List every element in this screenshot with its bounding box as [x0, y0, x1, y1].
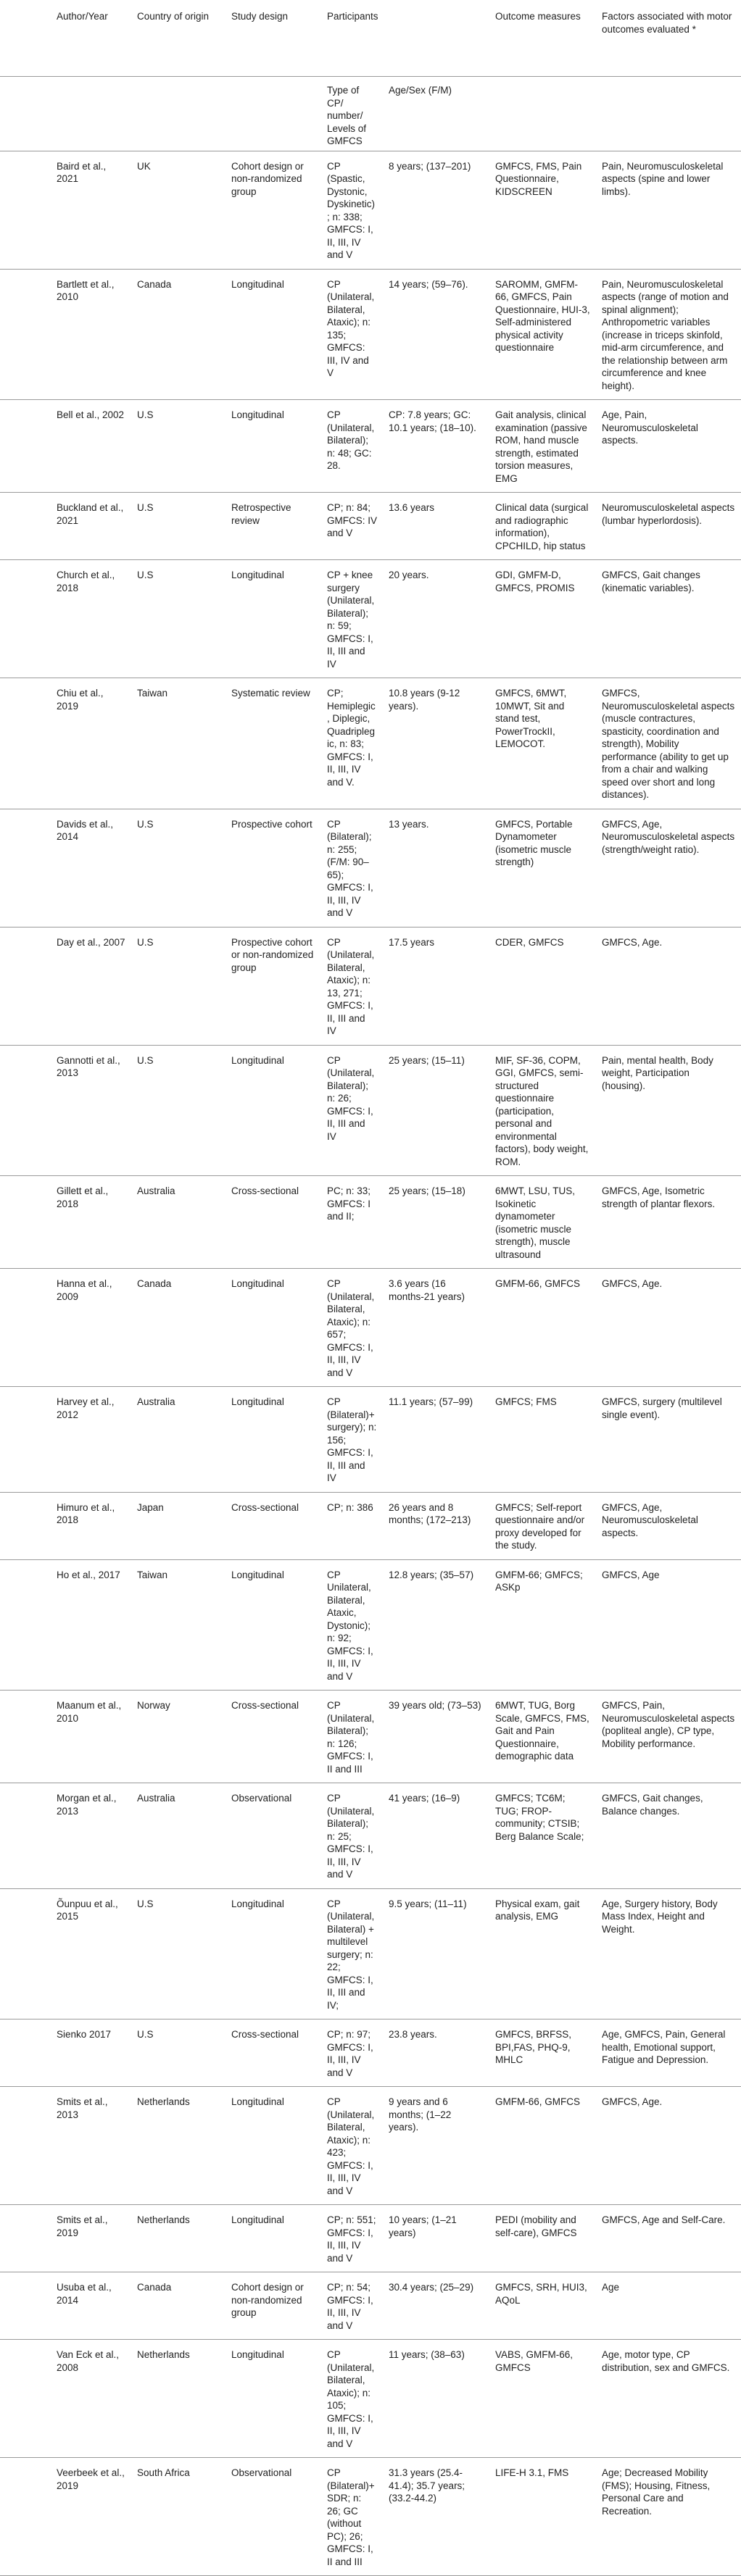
cell-participants-type: CP (Unilateral, Bilateral, Ataxic); n: 423; GMFCS: I, II, III, IV and V — [321, 2087, 383, 2205]
cell-study-design: Cross-sectional — [225, 1492, 321, 1559]
header-study-design: Study design — [225, 0, 321, 77]
table-row — [0, 1783, 741, 1889]
cell-factors: Age, Surgery history, Body Mass Index, Height and Weight. — [596, 1888, 741, 2019]
cell-participants-type: CP (Unilateral, Bilateral); n: 26; GMFCS: I, II, III and IV — [321, 1045, 383, 1176]
cell-age-sex: CP: 7.8 years; GC: 10.1 years; (18–10). — [383, 400, 489, 493]
cell-author-year: Church et al., 2018 — [51, 560, 131, 678]
cell-age-sex: 17.5 years — [383, 927, 489, 1045]
cell-study-design: Prospective cohort — [225, 809, 321, 927]
cell-author-year: Maanum et al., 2010 — [51, 1691, 131, 1783]
cell-author-year: Himuro et al., 2018 — [51, 1492, 131, 1559]
cell-author-year: Gillett et al., 2018 — [51, 1176, 131, 1269]
cell-factors: GMFCS, Age and Self-Care. — [596, 2205, 741, 2272]
cell-outcome-measures: GMFCS, SRH, HUI3, AQoL — [489, 2272, 596, 2340]
cell-age-sex: 9.5 years; (11–11) — [383, 1888, 489, 2019]
cell-factors: GMFCS, Age, Neuromusculoskeletal aspects (strength/weight ratio). — [596, 809, 741, 927]
subheader-age-sex: Age/Sex (F/M) — [389, 85, 452, 96]
cell-participants-type: CP (Unilateral, Bilateral, Ataxic); n: 13, 271; GMFCS: I, II, III and IV — [321, 927, 383, 1045]
cell-country: U.S — [131, 400, 225, 493]
table-row — [0, 2458, 741, 2576]
table-row — [0, 493, 741, 560]
table-row — [0, 1176, 741, 1269]
cell-outcome-measures: GMFCS, 6MWT, 10MWT, Sit and stand test, PowerTrockII, LEMOCOT. — [489, 678, 596, 809]
cell-country: U.S — [131, 1045, 225, 1176]
cell-age-sex: 41 years; (16–9) — [383, 1783, 489, 1889]
cell-outcome-measures: GMFCS, Portable Dynamometer (isometric muscle strength) — [489, 809, 596, 927]
table-row — [0, 927, 741, 1045]
cell-country: UK — [131, 151, 225, 269]
cell-country: Taiwan — [131, 678, 225, 809]
cell-author-year: Sienko 2017 — [51, 2019, 131, 2087]
header-spacer — [0, 0, 51, 77]
cell-outcome-measures: GMFM-66; GMFCS; ASKp — [489, 1559, 596, 1691]
cell-participants-type: CP (Bilateral); n: 255; (F/M: 90–65); GMFCS: I, II, III, IV and V — [321, 809, 383, 927]
cell-outcome-measures: GMFCS, FMS, Pain Questionnaire, KIDSCREEN — [489, 151, 596, 269]
cell-participants-type: CP (Unilateral, Bilateral); n: 126; GMFCS: I, II and III — [321, 1691, 383, 1783]
cell-outcome-measures: GMFCS; FMS — [489, 1387, 596, 1493]
cell-author-year: Buckland et al., 2021 — [51, 493, 131, 560]
cell-outcome-measures: GDI, GMFM-D, GMFCS, PROMIS — [489, 560, 596, 678]
table-row — [0, 1888, 741, 2019]
cell-outcome-measures: MIF, SF-36, COPM, GGI, GMFCS, semi-structured questionnaire (participation, personal and environmental factors), body weight, ROM. — [489, 1045, 596, 1176]
cell-author-year: Usuba et al., 2014 — [51, 2272, 131, 2340]
cell-study-design: Longitudinal — [225, 1387, 321, 1493]
participants-subheader-row — [0, 77, 741, 151]
cell-outcome-measures: LIFE-H 3.1, FMS — [489, 2458, 596, 2576]
cell-study-design: Cross-sectional — [225, 1691, 321, 1783]
cell-author-year: Smits et al., 2019 — [51, 2205, 131, 2272]
cell-age-sex: 31.3 years (25.4-41.4); 35.7 years; (33.2-44.2) — [383, 2458, 489, 2576]
cell-factors: Age, GMFCS, Pain, General health, Emotional support, Fatigue and Depression. — [596, 2019, 741, 2087]
cell-study-design: Observational — [225, 2458, 321, 2576]
cell-factors: Neuromusculoskeletal aspects (lumbar hyperlordosis). — [596, 493, 741, 560]
header-outcome-measures: Outcome measures — [489, 0, 596, 77]
cell-participants-type: CP; n: 97; GMFCS: I, II, III, IV and V — [321, 2019, 383, 2087]
cell-study-design: Longitudinal — [225, 1559, 321, 1691]
cell-factors: Pain, Neuromusculoskeletal aspects (range of motion and spinal alignment); Anthropometric variables (increase in triceps skinfold, mid-arm circumference, and the relationship between arm circumference and knee height). — [596, 269, 741, 400]
cell-age-sex: 12.8 years; (35–57) — [383, 1559, 489, 1691]
cell-author-year: Smits et al., 2013 — [51, 2087, 131, 2205]
cell-study-design: Longitudinal — [225, 1269, 321, 1387]
cell-author-year: Bell et al., 2002 — [51, 400, 131, 493]
cell-study-design: Cross-sectional — [225, 1176, 321, 1269]
cell-outcome-measures: GMFCS, BRFSS, BPI,FAS, PHQ-9, MHLC — [489, 2019, 596, 2087]
cell-age-sex: 10 years; (1–21 years) — [383, 2205, 489, 2272]
cell-author-year: Baird et al., 2021 — [51, 151, 131, 269]
cell-factors: GMFCS, Pain, Neuromusculoskeletal aspects (popliteal angle), CP type, Mobility performance. — [596, 1691, 741, 1783]
cell-study-design: Observational — [225, 1783, 321, 1889]
cell-author-year: Harvey et al., 2012 — [51, 1387, 131, 1493]
cell-participants-type: CP (Unilateral, Bilateral); n: 25; GMFCS: I, II, III, IV and V — [321, 1783, 383, 1889]
cell-study-design: Longitudinal — [225, 2340, 321, 2458]
cell-outcome-measures: Physical exam, gait analysis, EMG — [489, 1888, 596, 2019]
cell-age-sex: 26 years and 8 months; (172–213) — [383, 1492, 489, 1559]
header-author-year: Author/Year — [51, 0, 131, 77]
cell-participants-type: CP (Bilateral)+SDR; n: 26; GC (without PC); 26; GMFCS: I, II and III — [321, 2458, 383, 2576]
cell-author-year: Gannotti et al., 2013 — [51, 1045, 131, 1176]
cell-author-year: Ho et al., 2017 — [51, 1559, 131, 1691]
cell-age-sex: 13.6 years — [383, 493, 489, 560]
table-body — [0, 77, 741, 2576]
cell-author-year: Morgan et al., 2013 — [51, 1783, 131, 1889]
cell-outcome-measures: Gait analysis, clinical examination (passive ROM, hand muscle strength, estimated torsion measures, EMG — [489, 400, 596, 493]
cell-country: Australia — [131, 1176, 225, 1269]
cell-country: Japan — [131, 1492, 225, 1559]
cell-country: Netherlands — [131, 2205, 225, 2272]
table-row — [0, 1387, 741, 1493]
cell-outcome-measures: Clinical data (surgical and radiographic information), CPCHILD, hip status — [489, 493, 596, 560]
cell-participants-type: CP + knee surgery (Unilateral, Bilateral); n: 59; GMFCS: I, II, III and IV — [321, 560, 383, 678]
cell-country: U.S — [131, 809, 225, 927]
cell-participants-type: CP; n: 551; GMFCS: I, II, III, IV and V — [321, 2205, 383, 2272]
cell-factors: Age, Pain, Neuromusculoskeletal aspects. — [596, 400, 741, 493]
cell-age-sex: 3.6 years (16 months-21 years) — [383, 1269, 489, 1387]
cell-study-design: Longitudinal — [225, 1888, 321, 2019]
cell-participants-type: CP (Unilateral, Bilateral, Ataxic); n: 105; GMFCS: I, II, III, IV and V — [321, 2340, 383, 2458]
cell-participants-type: CP; n: 84; GMFCS: IV and V — [321, 493, 383, 560]
cell-factors: GMFCS, Age — [596, 1559, 741, 1691]
cell-author-year: Day et al., 2007 — [51, 927, 131, 1045]
cell-participants-type: CP (Bilateral)+surgery); n: 156; GMFCS: I, II, III and IV — [321, 1387, 383, 1493]
cell-factors: GMFCS, Age, Neuromusculoskeletal aspects. — [596, 1492, 741, 1559]
cell-country: Canada — [131, 269, 225, 400]
cell-country: Canada — [131, 2272, 225, 2340]
cell-country: South Africa — [131, 2458, 225, 2576]
cell-factors: Age; Decreased Mobility (FMS); Housing, Fitness, Personal Care and Recreation. — [596, 2458, 741, 2576]
cell-author-year: Õunpuu et al., 2015 — [51, 1888, 131, 2019]
cell-author-year: Hanna et al., 2009 — [51, 1269, 131, 1387]
cell-factors: GMFCS, Age, Isometric strength of plantar flexors. — [596, 1176, 741, 1269]
table-row — [0, 1045, 741, 1176]
cell-factors: GMFCS, Age. — [596, 1269, 741, 1387]
cell-author-year: Bartlett et al., 2010 — [51, 269, 131, 400]
cell-study-design: Longitudinal — [225, 1045, 321, 1176]
header-row — [0, 0, 741, 77]
cell-study-design: Systematic review — [225, 678, 321, 809]
cell-age-sex: 10.8 years (9-12 years). — [383, 678, 489, 809]
cell-author-year: Davids et al., 2014 — [51, 809, 131, 927]
cell-country: Netherlands — [131, 2340, 225, 2458]
cell-country: Australia — [131, 1783, 225, 1889]
header-factors: Factors associated with motor outcomes evaluated * — [596, 0, 741, 77]
cell-factors: GMFCS, surgery (multilevel single event). — [596, 1387, 741, 1493]
table-row — [0, 809, 741, 927]
cell-factors: Pain, mental health, Body weight, Participation (housing). — [596, 1045, 741, 1176]
cell-factors: Pain, Neuromusculoskeletal aspects (spine and lower limbs). — [596, 151, 741, 269]
cell-country: Norway — [131, 1691, 225, 1783]
cell-participants-type: CP; n: 386 — [321, 1492, 383, 1559]
cell-study-design: Longitudinal — [225, 269, 321, 400]
table-header — [0, 0, 741, 77]
cell-outcome-measures: 6MWT, TUG, Borg Scale, GMFCS, FMS, Gait and Pain Questionnaire, demographic data — [489, 1691, 596, 1783]
table-row — [0, 151, 741, 269]
cell-study-design: Cohort design or non-randomized group — [225, 151, 321, 269]
cell-study-design: Longitudinal — [225, 560, 321, 678]
table-row — [0, 2087, 741, 2205]
cell-outcome-measures: GMFM-66, GMFCS — [489, 1269, 596, 1387]
cell-author-year: Chiu et al., 2019 — [51, 678, 131, 809]
cell-outcome-measures: VABS, GMFM-66, GMFCS — [489, 2340, 596, 2458]
table-row — [0, 400, 741, 493]
cell-country: U.S — [131, 927, 225, 1045]
table-row — [0, 2340, 741, 2458]
cell-age-sex: 25 years; (15–18) — [383, 1176, 489, 1269]
header-participants: Participants — [321, 0, 489, 77]
table-row — [0, 678, 741, 809]
cell-factors: Age — [596, 2272, 741, 2340]
table-row — [0, 1269, 741, 1387]
cell-country: Netherlands — [131, 2087, 225, 2205]
cell-study-design: Prospective cohort or non-randomized group — [225, 927, 321, 1045]
cell-outcome-measures: CDER, GMFCS — [489, 927, 596, 1045]
table-row — [0, 2019, 741, 2087]
table-row — [0, 2272, 741, 2340]
cell-age-sex: 13 years. — [383, 809, 489, 927]
cell-outcome-measures: PEDI (mobility and self-care), GMFCS — [489, 2205, 596, 2272]
header-country: Country of origin — [131, 0, 225, 77]
cell-factors: GMFCS, Gait changes (kinematic variables). — [596, 560, 741, 678]
cell-participants-type: CP (Unilateral, Bilateral); n: 48; GC: 28. — [321, 400, 383, 493]
cell-outcome-measures: GMFM-66, GMFCS — [489, 2087, 596, 2205]
cell-factors: GMFCS, Age. — [596, 927, 741, 1045]
cell-study-design: Longitudinal — [225, 400, 321, 493]
cell-country: Australia — [131, 1387, 225, 1493]
cell-age-sex: 30.4 years; (25–29) — [383, 2272, 489, 2340]
cell-participants-type: CP Unilateral, Bilateral, Ataxic, Dystonic); n: 92; GMFCS: I, II, III, IV and V — [321, 1559, 383, 1691]
cell-factors: GMFCS, Age. — [596, 2087, 741, 2205]
cell-participants-type: CP (Unilateral, Bilateral, Ataxic); n: 135; GMFCS: III, IV and V — [321, 269, 383, 400]
table-row — [0, 1691, 741, 1783]
cell-age-sex: 11.1 years; (57–99) — [383, 1387, 489, 1493]
cell-participants-type: CP; n: 54; GMFCS: I, II, III, IV and V — [321, 2272, 383, 2340]
cell-study-design: Cross-sectional — [225, 2019, 321, 2087]
cell-outcome-measures: SAROMM, GMFM-66, GMFCS, Pain Questionnaire, HUI-3, Self-administered physical activity questionnaire — [489, 269, 596, 400]
cell-outcome-measures: GMFCS; TC6M; TUG; FROP-community; CTSIB; Berg Balance Scale; — [489, 1783, 596, 1889]
cell-participants-type: CP (Unilateral, Bilateral, Ataxic); n: 657; GMFCS: I, II, III, IV and V — [321, 1269, 383, 1387]
cell-outcome-measures: 6MWT, LSU, TUS, Isokinetic dynamometer (isometric muscle strength), muscle ultrasound — [489, 1176, 596, 1269]
cell-factors: GMFCS, Gait changes, Balance changes. — [596, 1783, 741, 1889]
cell-country: U.S — [131, 493, 225, 560]
cell-age-sex: 25 years; (15–11) — [383, 1045, 489, 1176]
cell-age-sex: 39 years old; (73–53) — [383, 1691, 489, 1783]
cell-participants-type: PC; n: 33; GMFCS: I and II; — [321, 1176, 383, 1269]
cell-age-sex: 23.8 years. — [383, 2019, 489, 2087]
cell-study-design: Longitudinal — [225, 2087, 321, 2205]
subheader-type: Type of CP/ number/ Levels of GMFCS — [327, 85, 367, 146]
table-row — [0, 1559, 741, 1691]
cell-study-design: Cohort design or non-randomized group — [225, 2272, 321, 2340]
cell-country: U.S — [131, 560, 225, 678]
cell-age-sex: 20 years. — [383, 560, 489, 678]
cell-country: Canada — [131, 1269, 225, 1387]
cell-age-sex: 8 years; (137–201) — [383, 151, 489, 269]
cell-study-design: Longitudinal — [225, 2205, 321, 2272]
cell-participants-type: CP; Hemiplegic, Diplegic, Quadriplegic, n: 83; GMFCS: I, II, III, IV and V. — [321, 678, 383, 809]
cell-author-year: Van Eck et al., 2008 — [51, 2340, 131, 2458]
cell-age-sex: 14 years; (59–76). — [383, 269, 489, 400]
cell-author-year: Veerbeek et al., 2019 — [51, 2458, 131, 2576]
cell-factors: Age, motor type, CP distribution, sex and GMFCS. — [596, 2340, 741, 2458]
cell-participants-type: CP (Spastic, Dystonic, Dyskinetic); n: 338; GMFCS: I, II, III, IV and V — [321, 151, 383, 269]
table-row — [0, 1492, 741, 1559]
cell-country: U.S — [131, 1888, 225, 2019]
table-row — [0, 560, 741, 678]
cell-participants-type: CP (Unilateral, Bilateral) + multilevel surgery; n: 22; GMFCS: I, II, III and IV; — [321, 1888, 383, 2019]
cell-country: Taiwan — [131, 1559, 225, 1691]
table-row — [0, 2205, 741, 2272]
cell-age-sex: 9 years and 6 months; (1–22 years). — [383, 2087, 489, 2205]
cell-age-sex: 11 years; (38–63) — [383, 2340, 489, 2458]
cell-study-design: Retrospective review — [225, 493, 321, 560]
cell-factors: GMFCS, Neuromusculoskeletal aspects (muscle contractures, spasticity, coordination and strength), Mobility performance (ability to get up from a chair and walking speed over short and long distances). — [596, 678, 741, 809]
table-row — [0, 269, 741, 400]
cell-country: U.S — [131, 2019, 225, 2087]
cell-outcome-measures: GMFCS; Self-report questionnaire and/or proxy developed for the study. — [489, 1492, 596, 1559]
